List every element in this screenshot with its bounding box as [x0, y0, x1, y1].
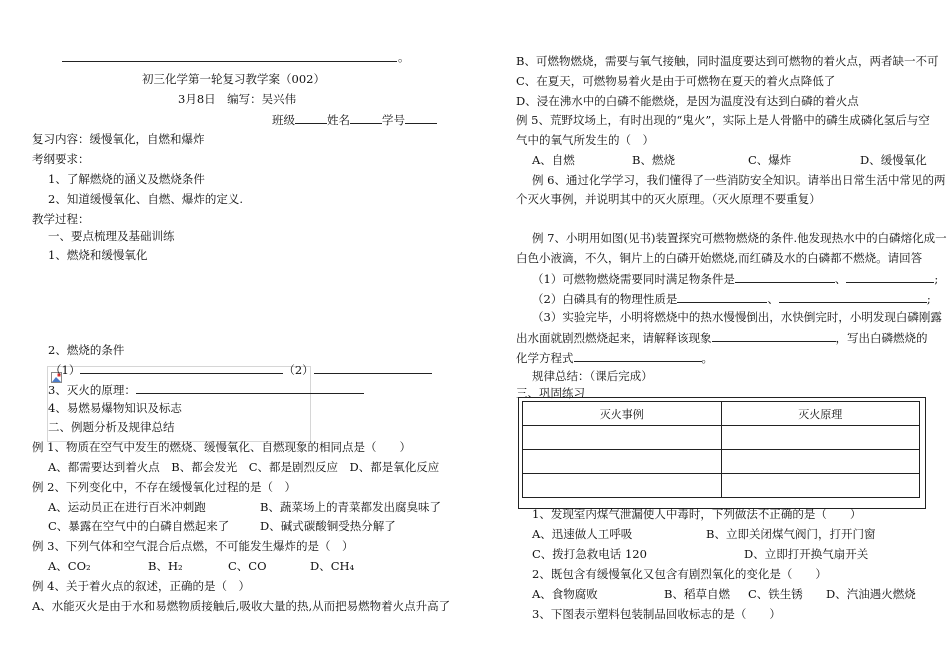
q1-blank-2[interactable] — [846, 271, 934, 283]
example-2-option-d: D、碱式碳酸铜受热分解了 — [260, 519, 396, 533]
example-3-option-a: A、CO₂ — [48, 559, 91, 573]
practice-1-option-a: A、迅速做人工呼吸 — [532, 527, 633, 541]
example-5-cont: 气中的氧气所发生的（ ） — [516, 133, 654, 147]
q3-equation-label: 化学方程式 — [516, 351, 574, 365]
page-title: 初三化学第一轮复习教学案（002） — [142, 72, 325, 86]
example-5-option-d: D、缓慢氧化 — [860, 153, 927, 167]
example-3-option-c: C、CO — [228, 559, 267, 573]
example-7-q1: （1）可燃物燃烧需要同时满足物条件是 、 ; — [532, 272, 939, 286]
example-3-option-d: D、CH₄ — [310, 559, 355, 573]
condition-2-blank[interactable] — [314, 362, 432, 374]
example-7-q3-line3 — [516, 350, 713, 365]
example-4-option-b: B、可燃物燃烧，需要与氧气接触，同时温度要达到可燃物的着火点，两者缺一不可 — [516, 54, 939, 68]
practice-1-option-d: D、立即打开换气扇开关 — [744, 547, 869, 561]
example-2-option-a: A、运动员正在进行百米冲刺跑 — [48, 500, 206, 514]
example-4-option-d: D、浸在沸水中的白磷不能燃烧，是因为温度没有达到白磷的着火点 — [516, 94, 859, 108]
condition-blanks — [50, 362, 432, 377]
q1-blank-1[interactable] — [735, 271, 835, 283]
name-blank[interactable] — [350, 112, 382, 124]
example-1: 例 1、物质在空气中发生的燃烧、缓慢氧化、自燃现象的相同点是（ ） — [32, 440, 411, 454]
example-3: 例 3、下列气体和空气混合后点燃，不可能发生爆炸的是（ ） — [32, 539, 354, 553]
example-7-cont: 白色小液滴，不久，铜片上的白磷开始燃烧,而红磷及水的白磷都不燃烧。请回答 — [516, 251, 923, 265]
table-cell[interactable] — [721, 474, 920, 498]
review-content: 复习内容：缓慢氧化，自燃和爆炸 — [32, 132, 205, 146]
example-7-q3-line2 — [516, 330, 928, 345]
blank-line-top — [62, 61, 397, 62]
practice-2: 2、既包含有缓慢氧化又包含有剧烈氧化的变化是（ ） — [532, 567, 827, 581]
example-7-q2: （2）白磷具有的物理性质是 、 ; — [532, 292, 931, 306]
example-6-cont: 个灭火事例，并说明其中的灭火原理。（灭火原理不要重复） — [516, 192, 821, 206]
example-4-option-a: A、水能灭火是由于水和易燃物质接触后,吸收大量的热,从而把易燃物着火点升高了 — [32, 599, 451, 613]
example-1-options: A、都需要达到着火点 B、都会发光 C、都是剧烈反应 D、都是氧化反应 — [48, 460, 440, 474]
rule-summary: 规律总结：（课后完成） — [532, 369, 653, 383]
example-7: 例 7、小明用如图(见书)装置探究可燃物燃烧的条件.他发现热水中的白磷熔化成一 — [532, 231, 947, 245]
id-blank[interactable] — [405, 112, 437, 124]
table-row — [523, 450, 920, 474]
practice-3: 3、下图表示塑料包装制品回收标志的是（ ） — [532, 607, 781, 621]
table-row — [523, 426, 920, 450]
q3-text: 出水面就剧烈燃烧起来，请解释该现象 — [516, 331, 712, 345]
q3-blank-1[interactable] — [712, 330, 836, 342]
practice-2-option-b: B、稻草自燃 — [664, 587, 730, 601]
class-blank[interactable] — [295, 112, 327, 124]
table-header-row — [523, 402, 920, 426]
q2-blank-2[interactable] — [779, 291, 927, 303]
line-end-dot: 。 — [398, 50, 410, 64]
student-info-line — [272, 112, 437, 127]
section-1-title: 一、要点梳理及基础训练 — [48, 229, 175, 243]
example-5: 例 5、荒野坟场上，有时出现的“鬼火”，实际上是人骨骼中的磷生成磷化氢后与空 — [516, 113, 930, 127]
point-3-blank[interactable] — [136, 382, 364, 394]
point-1: 1、燃烧和缓慢氧化 — [48, 248, 148, 262]
practice-2-option-d: D、汽油遇火燃烧 — [826, 587, 916, 601]
example-7-q1-text: （1）可燃物燃烧需要同时满足物条件是 — [532, 272, 735, 286]
q2-blank-1[interactable] — [677, 291, 767, 303]
date-author: 3月8日 编写：吴兴伟 — [178, 92, 297, 106]
table-header-principle: 灭火原理 — [721, 402, 920, 426]
q3-equation-blank[interactable] — [574, 350, 702, 362]
practice-1-option-b: B、立即关闭煤气阀门，打开门窗 — [706, 527, 876, 541]
example-2-option-b: B、蔬菜场上的青菜都发出腐臭味了 — [260, 500, 441, 514]
process-title: 教学过程： — [32, 212, 90, 226]
requirement-2: 2、知道缓慢氧化、自燃、爆炸的定义. — [48, 192, 243, 206]
condition-2-label: （2） — [283, 363, 314, 377]
requirement-1: 1、了解燃烧的涵义及燃烧条件 — [48, 172, 205, 186]
section-2-title: 二、例题分析及规律总结 — [48, 420, 175, 434]
table-row — [523, 474, 920, 498]
class-label: 班级 — [272, 113, 295, 127]
example-7-q2-text: （2）白磷具有的物理性质是 — [532, 292, 678, 306]
point-2: 2、燃烧的条件 — [48, 343, 125, 357]
practice-2-option-c: C、铁生锈 — [748, 587, 803, 601]
table-cell[interactable] — [721, 426, 920, 450]
q3-tail: ，写出白磷燃烧的 — [835, 331, 928, 345]
practice-1-option-c: C、拨打急救电话 120 — [532, 547, 647, 561]
point-3 — [48, 382, 364, 397]
table-cell[interactable] — [721, 450, 920, 474]
example-5-option-b: B、燃烧 — [632, 153, 675, 167]
point-3-label: 3、灭火的原理： — [48, 383, 136, 397]
example-2: 例 2、下列变化中，不存在缓慢氧化过程的是（ ） — [32, 480, 296, 494]
example-6: 例 6、通过化学学习，我们懂得了一些消防安全知识。请举出日常生活中常见的两 — [532, 173, 946, 187]
point-4: 4、易燃易爆物知识及标志 — [48, 401, 182, 415]
example-4: 例 4、关于着火点的叙述，正确的是（ ） — [32, 579, 250, 593]
example-5-option-c: C、爆炸 — [748, 153, 792, 167]
table-header-example: 灭火事例 — [523, 402, 722, 426]
practice-2-option-a: A、食物腐败 — [532, 587, 598, 601]
name-label: 姓名 — [327, 113, 350, 127]
fire-extinguishing-table — [522, 401, 920, 498]
example-4-option-c: C、在夏天，可燃物易着火是由于可燃物在夏天的着火点降低了 — [516, 74, 836, 88]
requirements-title: 考纲要求： — [32, 152, 90, 166]
q3-equation-tail: 。 — [701, 351, 713, 365]
example-7-q3: （3）实验完毕，小明将燃烧中的热水慢慢倒出，水快倒完时，小明发现白磷刚露 — [532, 310, 942, 324]
id-label: 学号 — [382, 113, 405, 127]
condition-1-label: （1） — [50, 363, 81, 377]
table-cell[interactable] — [523, 474, 722, 498]
practice-1: 1、发现室内煤气泄漏使人中毒时，下列做法不正确的是（ ） — [532, 507, 862, 521]
section-3-title: 三、巩固练习 — [516, 386, 585, 400]
example-3-option-b: B、H₂ — [148, 559, 183, 573]
example-5-option-a: A、自燃 — [532, 153, 575, 167]
example-2-option-c: C、暴露在空气中的白磷自燃起来了 — [48, 519, 230, 533]
table-cell[interactable] — [523, 450, 722, 474]
condition-1-blank[interactable] — [80, 362, 283, 374]
table-cell[interactable] — [523, 426, 722, 450]
